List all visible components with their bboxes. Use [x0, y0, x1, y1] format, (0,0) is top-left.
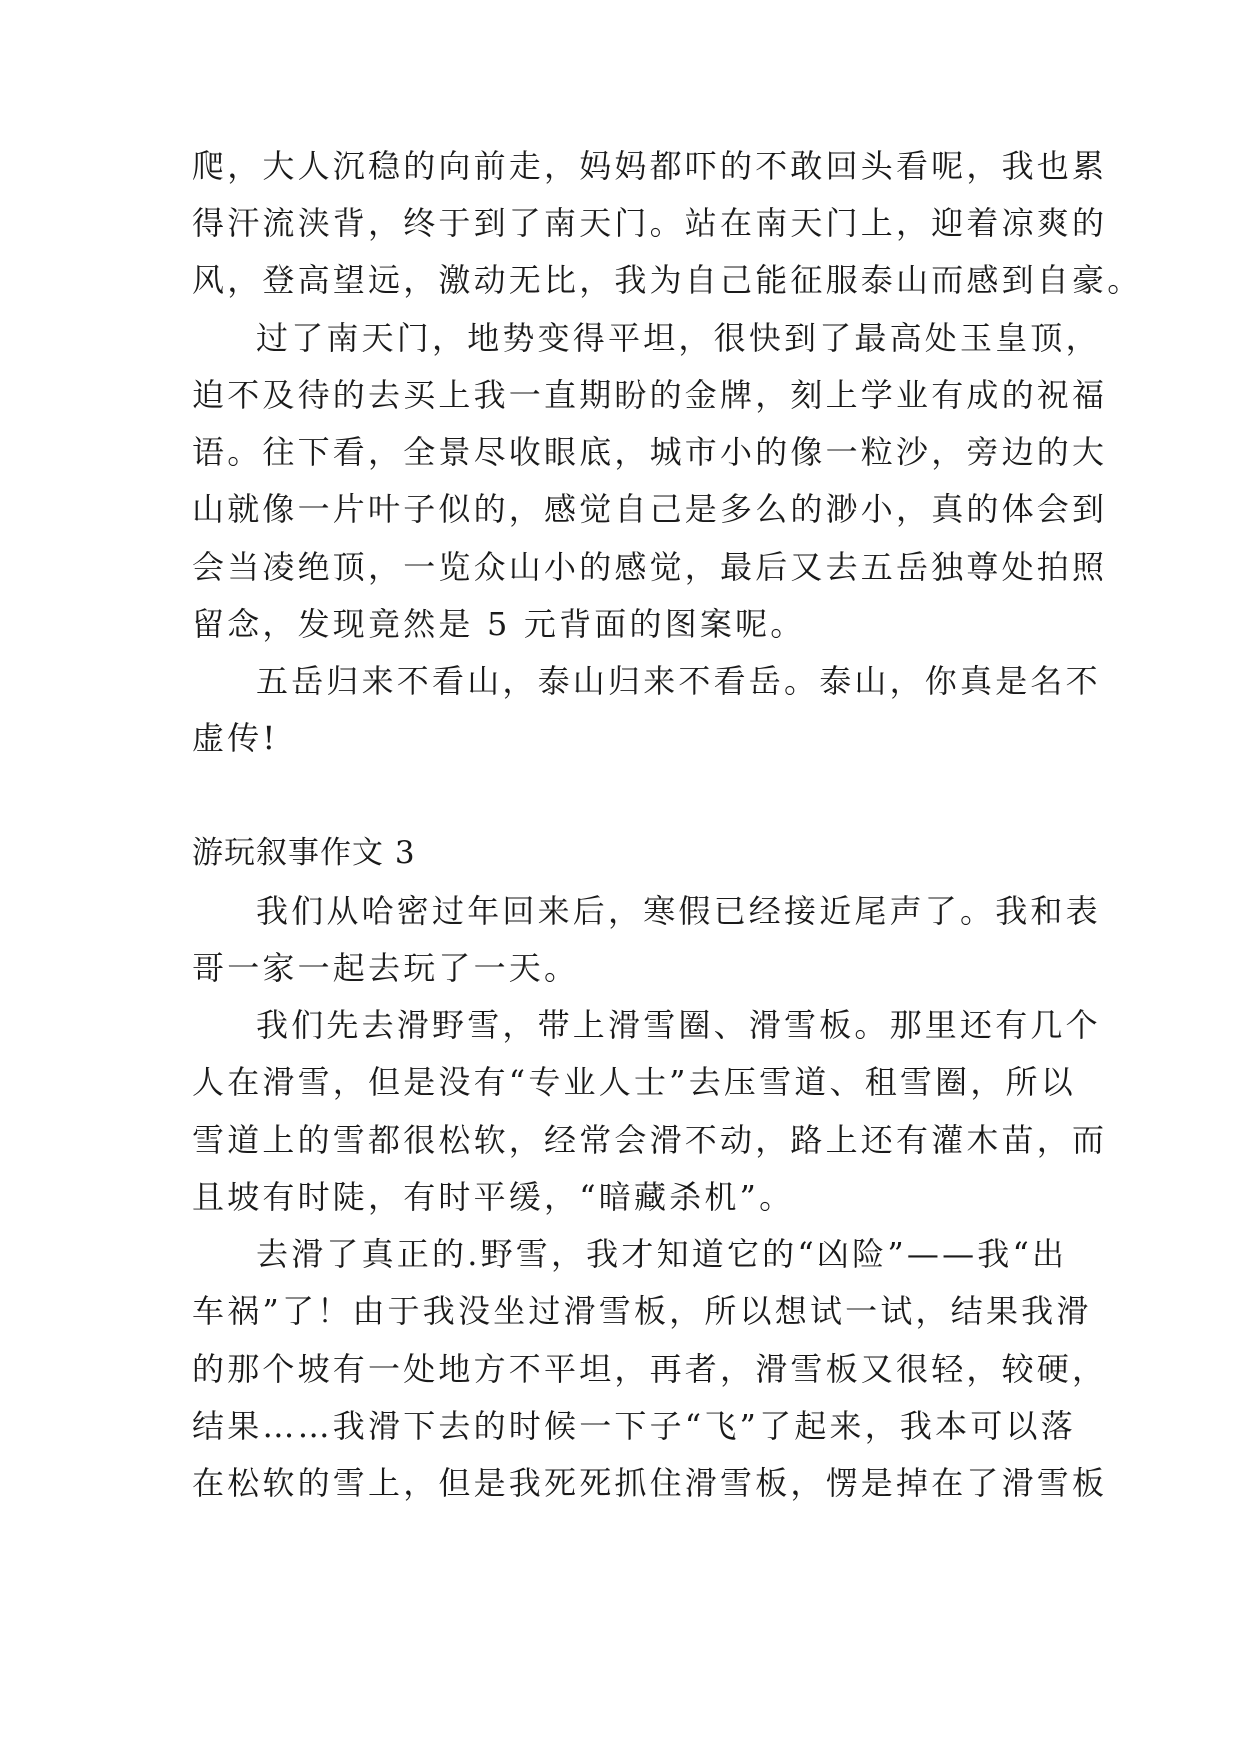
paragraph-line: 我们从哈密过年回来后，寒假已经接近尾声了。我和表: [256, 892, 1101, 930]
section-heading: 游玩叙事作文 3: [192, 835, 416, 871]
paragraph-line: 留念，发现竟然是 5 元背面的图案呢。: [192, 605, 806, 643]
paragraph-line: 雪道上的雪都很松软，经常会滑不动，路上还有灌木苗，而: [192, 1121, 1108, 1159]
paragraph-line: 车祸”了！由于我没坐过滑雪板，所以想试一试，结果我滑: [192, 1292, 1092, 1330]
paragraph-line: 哥一家一起去玩了一天。: [192, 949, 580, 987]
paragraph-line: 得汗流浃背，终于到了南天门。站在南天门上，迎着凉爽的: [192, 204, 1108, 242]
paragraph-line: 结果……我滑下去的时候一下子“飞”了起来，我本可以落: [192, 1407, 1076, 1445]
paragraph-line: 我们先去滑野雪，带上滑雪圈、滑雪板。那里还有几个: [256, 1006, 1101, 1044]
paragraph-line: 人在滑雪，但是没有“专业人士”去压雪道、租雪圈，所以: [192, 1063, 1076, 1101]
paragraph-line: 爬，大人沉稳的向前走，妈妈都吓的不敢回头看呢，我也累: [192, 147, 1108, 185]
paragraph-line: 风，登高望远，激动无比，我为自己能征服泰山而感到自豪。: [192, 261, 1143, 299]
paragraph-line: 虚传!: [192, 719, 279, 757]
paragraph-line: 五岳归来不看山，泰山归来不看岳。泰山，你真是名不: [256, 662, 1101, 700]
paragraph-line: 的那个坡有一处地方不平坦，再者，滑雪板又很轻，较硬，: [192, 1350, 1108, 1388]
paragraph-line: 在松软的雪上，但是我死死抓住滑雪板，愣是掉在了滑雪板: [192, 1464, 1108, 1502]
paragraph-line: 山就像一片叶子似的，感觉自己是多么的渺小，真的体会到: [192, 490, 1108, 528]
paragraph-line: 迫不及待的去买上我一直期盼的金牌，刻上学业有成的祝福: [192, 376, 1108, 414]
paragraph-line: 去滑了真正的.野雪，我才知道它的“凶险”——我“出: [256, 1235, 1068, 1273]
paragraph-line: 过了南天门，地势变得平坦，很快到了最高处玉皇顶，: [256, 319, 1101, 357]
paragraph-line: 且坡有时陡，有时平缓，“暗藏杀机”。: [192, 1178, 795, 1216]
paragraph-line: 语。往下看，全景尽收眼底，城市小的像一粒沙，旁边的大: [192, 433, 1108, 471]
paragraph-line: 会当凌绝顶，一览众山小的感觉，最后又去五岳独尊处拍照: [192, 548, 1108, 586]
